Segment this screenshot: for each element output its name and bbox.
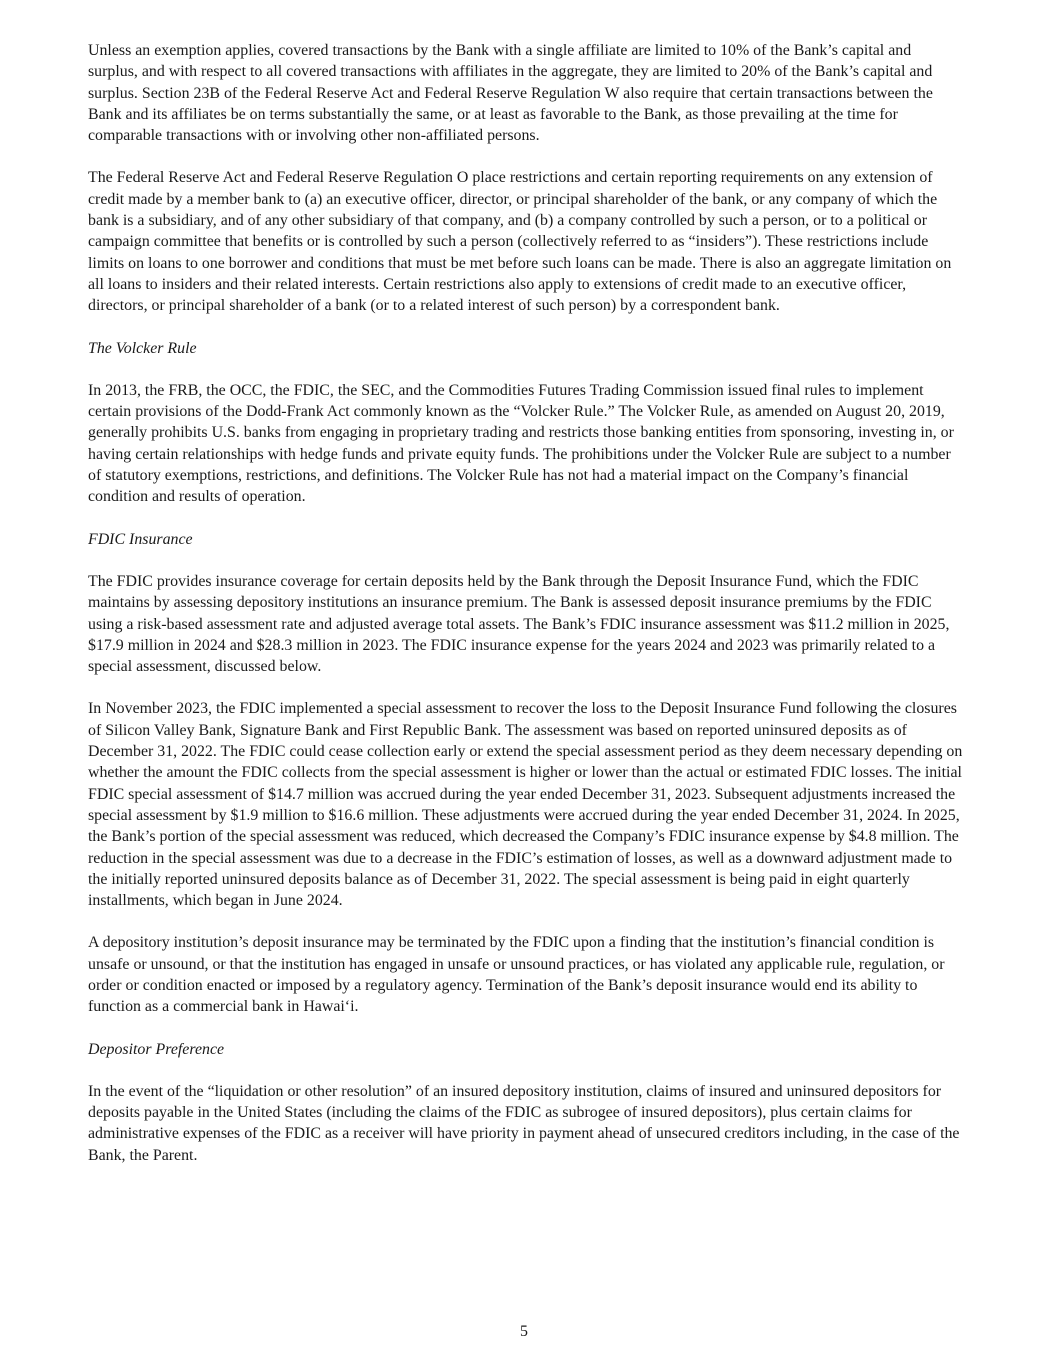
deposit-insurance-termination-paragraph: A depository institution’s deposit insurance may be terminated by the FDIC upon a finding that the institution’s financial condition is unsafe or unsound, or that the institution has engaged in unsafe or unsound practices, or has violated any applicable rule, regulation, or order or condition enacted or imposed by a regulatory agency. Termination of the Bank’s deposit insurance would end its ability to function as a commercial bank in Hawaiʻi. bbox=[88, 934, 945, 1016]
affiliate-transactions-paragraph: Unless an exemption applies, covered transactions by the Bank with a single affiliate are limited to 10% of the Bank’s capital and surplus, and with respect to all covered transactions with affiliates in the aggregate, they are limited to 20% of the Bank’s capital and surplus. Section 23B of the Federal Reserve Act and Federal Reserve Regulation W also require that certain transactions between the Bank and its affiliates be on terms substantially the same, or at least as favorable to the Bank, as those prevailing at the time for comparable transactions with or involving other non-affiliated persons. bbox=[88, 42, 933, 145]
regulation-o-paragraph: The Federal Reserve Act and Federal Reserve Regulation O place restrictions and certain reporting requirements on any extension of credit made by a member bank to (a) an executive officer, director, or principal shareholder of the bank, or any company of which the bank is a subsidiary, and of any other subsidiary of that company, and (b) a company controlled by such a person, or to a political or campaign committee that benefits or is controlled by such a person (collectively referred to as “insiders”). These restrictions include limits on loans to one borrower and conditions that must be met before such loans can be made. There is also an aggregate limitation on all loans to insiders and their related interests. Certain restrictions also apply to extensions of credit made to an executive officer, directors, or principal shareholder of a bank (or to a related interest of such person) by a correspondent bank. bbox=[88, 169, 952, 315]
volcker-rule-paragraph: In 2013, the FRB, the OCC, the FDIC, the SEC, and the Commodities Futures Trading Commission issued final rules to implement certain provisions of the Dodd-Frank Act commonly known as the “Volcker Rule.” The Volcker Rule, as amended on August 20, 2019, generally prohibits U.S. banks from engaging in proprietary trading and restricts those banking entities from sponsoring, investing in, or having certain relationships with hedge funds and private equity funds. The prohibitions under the Volcker Rule are subject to a number of statutory exemptions, restrictions, and definitions. The Volcker Rule has not had a material impact on the Company’s financial condition and results of operation. bbox=[88, 381, 954, 506]
volcker-rule-heading: The Volcker Rule bbox=[88, 339, 197, 357]
fdic-insurance-paragraph: The FDIC provides insurance coverage for certain deposits held by the Bank through the Deposit Insurance Fund, which the FDIC maintains by assessing depository institutions an insurance premium. The Bank is assessed deposit insurance premiums by the FDIC using a risk-based assessment rate and adjusted average total assets. The Bank’s FDIC insurance assessment was $11.2 million in 2025, $17.9 million in 2024 and $28.3 million in 2023. The FDIC insurance expense for the years 2024 and 2023 was primarily related to a special assessment, discussed below. bbox=[88, 572, 950, 676]
document-body bbox=[88, 40, 963, 1187]
depositor-preference-heading: Depositor Preference bbox=[88, 1040, 225, 1058]
special-assessment-paragraph: In November 2023, the FDIC implemented a special assessment to recover the loss to the Deposit Insurance Fund following the closures of Silicon Valley Bank, Signature Bank and First Republic Bank. The assessment was based on reported uninsured deposits as of December 31, 2022. The FDIC could cease collection early or extend the special assessment period as they deem necessary depending on whether the amount the FDIC collects from the special assessment is higher or lower than the actual or estimated FDIC losses. The initial FDIC special assessment of $14.7 million was accrued during the year ended December 31, 2023. Subsequent adjustments increased the special assessment by $1.9 million to $16.6 million. These adjustments were accrued during the year ended December 31, 2024. In 2025, the Bank’s portion of the special assessment was reduced, which decreased the Company’s FDIC insurance expense by $4.8 million. The reduction in the special assessment was due to a decrease in the FDIC’s estimation of losses, as well as a downward adjustment made to the initially reported uninsured deposits balance as of December 31, 2022. The special assessment is being paid in eight quarterly installments, which began in June 2024. bbox=[88, 700, 963, 910]
depositor-preference-paragraph: In the event of the “liquidation or other resolution” of an insured depository institution, claims of insured and uninsured depositors for deposits payable in the United States (including the claims of the FDIC as subrogee of insured depositors), plus certain claims for administrative expenses of the FDIC as a receiver will have priority in payment ahead of unsecured creditors including, in the case of the Bank, the Parent. bbox=[88, 1082, 960, 1164]
fdic-insurance-heading: FDIC Insurance bbox=[88, 530, 193, 548]
page-number: 5 bbox=[520, 1323, 528, 1340]
